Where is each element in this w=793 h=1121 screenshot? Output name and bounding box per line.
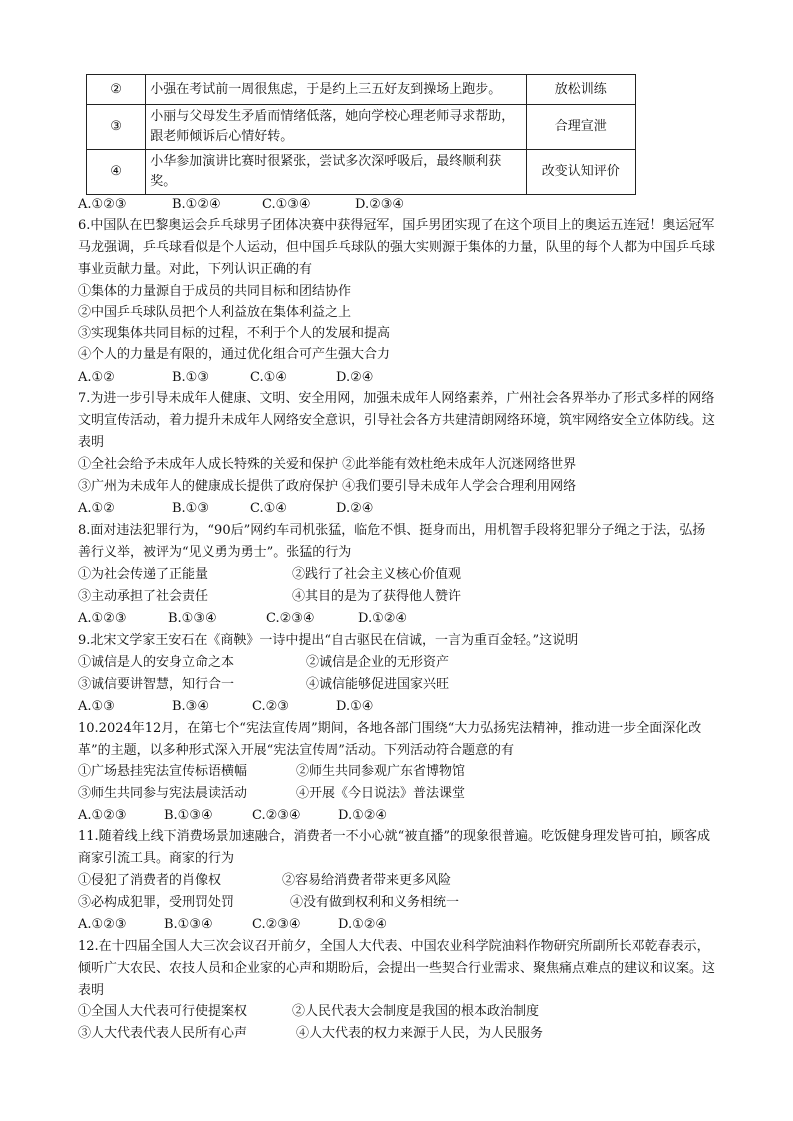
question-11-item: ②容易给消费者带来更多风险 xyxy=(282,873,452,888)
question-11-item: ①侵犯了消费者的肖像权 xyxy=(78,873,222,888)
answer-option-b: B.③④ xyxy=(172,699,209,714)
question-8-item: ③主动承担了社会责任 xyxy=(78,589,209,604)
question-6-stem: 6.中国队在巴黎奥运会乒乓球男子团体决赛中获得冠军，国乒男团实现了在这个项目上的奥运五连冠！奥运冠军马龙强调，乒乓球看似是个人运动，但中国乒乓球队的强大实则源于集体的力量，队里的每个人都为中国乒乓球事业贡献力量。对此，下列认识正确的有 xyxy=(78,218,716,277)
answer-option-a: A.①② xyxy=(78,370,115,385)
question-10-item: ③师生共同参与宪法晨读活动 xyxy=(78,786,248,801)
row-description: 小强在考试前一周很焦虑，于是约上三五好友到操场上跑步。 xyxy=(146,75,526,105)
row-method: 改变认知评价 xyxy=(526,150,635,195)
question-9-item: ③诚信要讲智慧，知行合一 xyxy=(78,677,235,692)
row-number: ③ xyxy=(87,105,146,150)
answer-option-b: B.①③ xyxy=(172,370,209,385)
question-9-item: ④诚信能够促进国家兴旺 xyxy=(306,677,450,692)
question-10-item: ②师生共同参观广东省博物馆 xyxy=(296,764,466,779)
question-12-item: ②人民代表大会制度是我国的根本政治制度 xyxy=(292,1004,540,1019)
answer-option-b: B.①③④ xyxy=(164,917,213,932)
answer-option-c: C.②③④ xyxy=(266,611,315,626)
answer-option-b: B.①③④ xyxy=(164,808,213,823)
question-7-item: ③广州为未成年人的健康成长提供了政府保护 ④我们要引导未成年人学会合理利用网络 xyxy=(78,479,577,494)
question-6-item: ②中国乒乓球队员把个人利益放在集体利益之上 xyxy=(78,305,352,320)
answer-option-a: A.①②③ xyxy=(78,808,127,823)
question-11-item: ③必构成犯罪，受刑罚处罚 xyxy=(78,895,235,910)
question-9-item: ①诚信是人的安身立命之本 xyxy=(78,655,235,670)
row-number: ② xyxy=(87,75,146,105)
answer-option-d: D.①②④ xyxy=(338,917,388,932)
answer-option-d: D.①②④ xyxy=(358,611,408,626)
question-6-item: ④个人的力量是有限的，通过优化组合可产生强大合力 xyxy=(78,347,391,362)
question-12-stem: 12.在十四届全国人大三次会议召开前夕，全国人大代表、中国农业科学院油料作物研究所副所长邓乾春表示，倾听广大农民、农技人员和企业家的心声和期盼后，会提出一些契合行业需求、聚焦痛点难点的建议和议案。这表明 xyxy=(78,939,716,998)
answer-option-a: A.①②③ xyxy=(78,611,127,626)
answer-option-d: D.②④ xyxy=(336,370,374,385)
answer-option-d: D.②③④ xyxy=(355,197,405,212)
question-12-item: ④人大代表的权力来源于人民，为人民服务 xyxy=(296,1026,544,1041)
answer-option-d: D.①②④ xyxy=(338,808,388,823)
answer-option-c: C.②③④ xyxy=(252,808,301,823)
answer-option-a: A.①② xyxy=(78,501,115,516)
table-row xyxy=(87,105,636,150)
question-12-item: ①全国人大代表可行使提案权 xyxy=(78,1004,248,1019)
question-7-item: ①全社会给予未成年人成长特殊的关爱和保护 ②此举能有效杜绝未成年人沉迷网络世界 xyxy=(78,457,577,472)
question-7-stem: 7.为进一步引导未成年人健康、文明、安全用网，加强未成年人网络素养，广州社会各界举办了形式多样的网络文明宣传活动，着力提升未成年人网络安全意识，引导社会各方共建清朗网络环境，筑牢网络安全立体防线。这表明 xyxy=(78,391,716,450)
answer-option-c: C.①③④ xyxy=(262,197,311,212)
answer-option-d: D.②④ xyxy=(336,501,374,516)
row-method: 放松训练 xyxy=(526,75,635,105)
answer-option-c: C.②③④ xyxy=(252,917,301,932)
question-12-item: ③人大代表代表人民所有心声 xyxy=(78,1026,248,1041)
row-description: 小丽与父母发生矛盾而情绪低落，她向学校心理老师寻求帮助，跟老师倾诉后心情好转。 xyxy=(146,105,526,150)
answer-option-b: B.①③④ xyxy=(168,611,217,626)
row-method: 合理宣泄 xyxy=(526,105,635,150)
question-8-item: ①为社会传递了正能量 xyxy=(78,567,209,582)
answer-option-a: A.①③ xyxy=(78,699,115,714)
answer-option-c: C.①④ xyxy=(250,501,287,516)
answer-option-c: C.①④ xyxy=(250,370,287,385)
question-6-item: ①集体的力量源自于成员的共同目标和团结协作 xyxy=(78,284,352,299)
answer-option-d: D.①④ xyxy=(336,699,374,714)
question-9-stem: 9.北宋文学家王安石在《商鞅》一诗中提出“自古驱民在信诚，一言为重百金轻。”这说明 xyxy=(78,633,579,648)
coping-methods-table xyxy=(86,74,636,195)
answer-option-b: B.①③ xyxy=(172,501,209,516)
answer-option-c: C.②③ xyxy=(252,699,289,714)
answer-option-b: B.①②④ xyxy=(172,197,221,212)
question-11-item: ④没有做到权利和义务相统一 xyxy=(290,895,460,910)
row-description: 小华参加演讲比赛时很紧张，尝试多次深呼吸后，最终顺利获奖。 xyxy=(146,150,526,195)
question-10-item: ①广场悬挂宪法宣传标语横幅 xyxy=(78,764,248,779)
answer-option-a: A.①②③ xyxy=(78,917,127,932)
question-9-item: ②诚信是企业的无形资产 xyxy=(306,655,450,670)
table-row xyxy=(87,75,636,105)
question-8-item: ②践行了社会主义核心价值观 xyxy=(292,567,462,582)
question-10-stem: 10.2024年12月，在第七个“宪法宣传周”期间，各地各部门围绕“大力弘扬宪法精神，推动进一步全面深化改革”的主题，以多种形式深入开展“宪法宣传周”活动。下列活动符合题意的有 xyxy=(78,721,702,758)
question-8-stem: 8.面对违法犯罪行为，“90后”网约车司机张猛，临危不惧、挺身而出，用机智手段将犯罪分子绳之于法，弘扬善行义举，被评为“见义勇为勇士”。张猛的行为 xyxy=(78,523,706,560)
question-10-item: ④开展《今日说法》普法课堂 xyxy=(296,786,466,801)
question-6-item: ③实现集体共同目标的过程，不利于个人的发展和提高 xyxy=(78,326,391,341)
answer-option-a: A.①②③ xyxy=(78,197,127,212)
question-8-item: ④其目的是为了获得他人赞许 xyxy=(292,589,462,604)
question-11-stem: 11.随着线上线下消费场景加速融合，消费者一不小心就“被直播”的现象很普遍。吃饭健身理发皆可拍，顾客成商家引流工具。商家的行为 xyxy=(78,829,710,866)
row-number: ④ xyxy=(87,150,146,195)
table-row xyxy=(87,150,636,195)
